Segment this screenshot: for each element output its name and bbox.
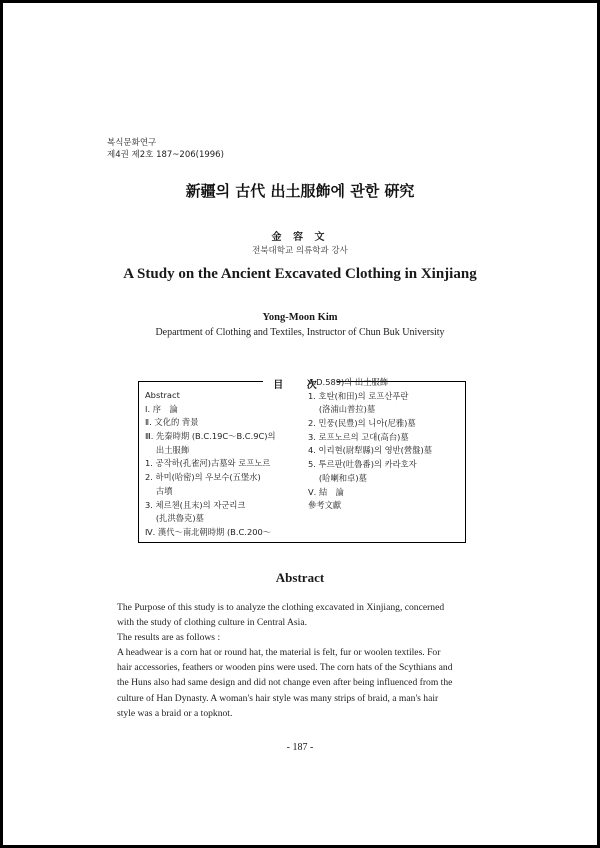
toc-item: Abstract (145, 390, 180, 400)
toc-item: 1. 호탄(和田)의 로프산푸란 (308, 390, 409, 401)
toc-title-wrap (0, 373, 600, 392)
toc-item: 2. 민풍(民豊)의 니아(尼雅)墓 (308, 418, 416, 429)
toc-title: 目 次 (263, 380, 336, 391)
toc-item: (扎洪魯克)墓 (145, 513, 204, 524)
toc-right-column (308, 376, 432, 513)
toc-item: 出土服飾 (145, 444, 190, 455)
page-number: - 187 - (286, 742, 314, 753)
toc-item: 5. 투르판(吐魯番)의 카라호자 (308, 459, 417, 470)
author-korean: 金 容 文 (271, 232, 329, 243)
abstract-heading: Abstract (275, 570, 325, 585)
toc-item: Ⅱ. 文化的 背景 (145, 417, 199, 428)
toc-item: 3. 체르첸(且末)의 자군리크 (145, 499, 246, 510)
journal-name: 복식문화연구 (107, 138, 157, 148)
toc-item: (洛浦山普拉)墓 (308, 404, 376, 415)
title-korean: 新疆의 古代 出土服飾에 관한 硏究 (185, 182, 415, 200)
abstract-line: The results are as follows : (117, 632, 221, 644)
title-english: A Study on the Ancient Excavated Clothing in Xinjiang (123, 266, 477, 282)
affiliation-korean: 전북대학교 의류학과 강사 (252, 246, 348, 256)
scan-border-top (0, 0, 600, 3)
toc-item: 1. 공작하(孔雀河)古墓와 로프노르 (145, 458, 271, 469)
toc-item: 4. 이리현(尉犁縣)의 영반(營盤)墓 (308, 445, 433, 456)
journal-volume: 제4권 제2호 187~206(1996) (107, 150, 224, 160)
abstract-line: culture of Han Dynasty. A woman's hair style was many strips of braid, a man's hair (117, 692, 439, 704)
abstract-line: with the study of clothing culture in Central Asia. (117, 617, 307, 629)
toc-item: (哈喇和卓)墓 (308, 472, 367, 483)
toc-item: Ⅴ. 結 論 (308, 486, 344, 497)
toc-item: 2. 하미(哈密)의 우보수(五堡水) (145, 472, 261, 483)
toc-item: A.D.589)의 出土服飾 (308, 377, 389, 387)
scan-border-left (0, 0, 3, 848)
abstract-body (117, 600, 493, 721)
abstract-line: hair accessories, feathers or wooden pins were used. The corn hats of the Scythians and (117, 662, 453, 674)
journal-header (107, 137, 224, 161)
author-english: Yong-Moon Kim (262, 312, 338, 323)
abstract-line: The Purpose of this study is to analyze the clothing excavated in Xinjiang, concerned (117, 602, 445, 613)
toc-left-column (145, 389, 276, 540)
toc-item: 參考文獻 (308, 500, 342, 511)
abstract-line: A headwear is a corn hat or round hat, the material is felt, fur or woolen textiles. For (117, 647, 441, 659)
toc-item: Ⅳ. 漢代～南北朝時期 (B.C.200～ (145, 526, 272, 537)
abstract-line: style was a braid or a topknot. (117, 707, 233, 719)
toc-item: Ⅲ. 先秦時期 (B.C.19C～B.C.9C)의 (145, 431, 276, 442)
toc-item: 古墳 (145, 485, 173, 496)
toc-item: 3. 로프노르의 고대(高台)墓 (308, 431, 409, 442)
toc-item: Ⅰ. 序 論 (145, 403, 178, 414)
affiliation-english: Department of Clothing and Textiles, Instructor of Chun Buk University (155, 327, 445, 338)
abstract-line: the Huns also had same design and did not change even after being influenced from the (117, 677, 453, 689)
